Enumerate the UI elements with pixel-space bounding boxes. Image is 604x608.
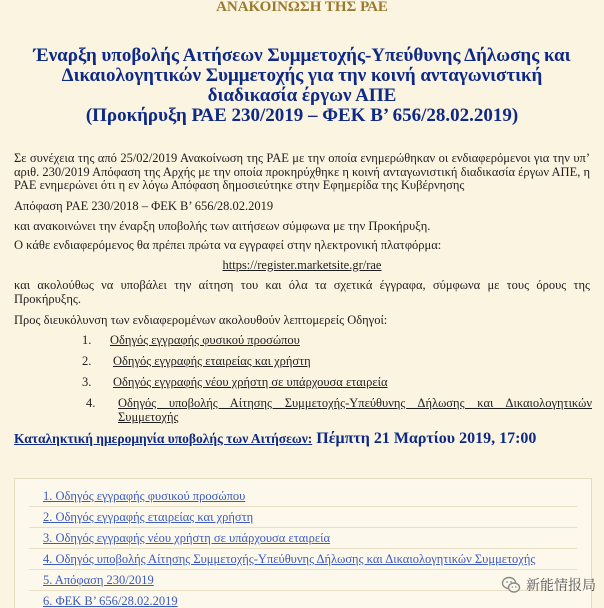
divider — [29, 527, 577, 528]
platform-url-row — [14, 259, 590, 273]
guide-link[interactable]: Οδηγός υποβολής Αίτησης Συμμετοχής-Υπεύθυνης Δήλωσης και Δικαιολογητικών Συμμετοχής — [118, 396, 592, 424]
decision-reference: Απόφαση ΡΑΕ 230/2018 – ΦΕΚ Β’ 656/28.02.2019 — [14, 199, 274, 213]
watermark-text: 新能情报局 — [526, 578, 596, 594]
guide-number: 2. — [82, 354, 92, 368]
divider — [29, 569, 577, 570]
announcement-title: Έναρξη υποβολής Αιτήσεων Συμμετοχής-Υπεύθυνης Δήλωσης και Δικαιολογητικών Συμμετοχής για την κοινή ανταγωνιστική διαδικασία έργων ΑΠΕ — [33, 45, 571, 106]
deadline-label: Καταληκτική ημερομηνία υποβολής των Αιτήσεων: — [14, 431, 313, 446]
divider — [29, 548, 577, 549]
divider — [29, 590, 577, 591]
guide-link[interactable]: Οδηγός εγγραφής φυσικού προσώπου — [110, 333, 300, 347]
guide-item — [82, 376, 582, 390]
guide-item — [86, 397, 592, 424]
attachment-link[interactable]: 3. Οδηγός εγγραφής νέου χρήστη σε υπάρχουσα εταιρεία — [43, 531, 331, 545]
attachment-link[interactable]: 1. Οδηγός εγγραφής φυσικού προσώπου — [43, 489, 246, 503]
announcement-subtitle: (Προκήρυξη ΡΑΕ 230/2019 – ΦΕΚ Β’ 656/28.02.2019) — [85, 105, 519, 126]
deadline-value: Πέμπτη 21 Μαρτίου 2019, 17:00 — [312, 430, 537, 447]
attachment-link[interactable]: 2. Οδηγός εγγραφής εταιρείας και χρήστη — [43, 510, 254, 524]
submission-paragraph: και ακολούθως να υποβάλει την αίτηση του και όλα τα σχετικά έγγραφα, σύμφωνα με τους όρους της Προκήρυξης. — [14, 278, 590, 306]
guide-number: 1. — [82, 333, 92, 347]
guide-item — [82, 334, 582, 348]
registration-instructions: Ο κάθε ενδιαφερόμενος θα πρέπει πρώτα να εγγραφεί στην ηλεκτρονική πλατφόρμα: — [14, 238, 442, 252]
attachment-link[interactable]: 4. Οδηγός υποβολής Αίτησης Συμμετοχής-Υπεύθυνης Δήλωσης και Δικαιολογητικών Συμμετοχής — [43, 552, 536, 566]
announcement-paragraph: και ανακοινώνει την έναρξη υποβολής των αιτήσεων σύμφωνα με την Προκήρυξη. — [14, 219, 431, 233]
divider — [29, 506, 577, 507]
wechat-icon — [501, 575, 521, 595]
page-header: ΑΝΑΚΟΙΝΩΣΗ ΤΗΣ ΡΑΕ — [216, 0, 388, 14]
guide-number: 3. — [82, 375, 92, 389]
guides-intro: Προς διευκόλυνση των ενδιαφερομένων ακολουθούν λεπτομερείς Οδηγοί: — [14, 313, 388, 327]
watermark — [501, 575, 596, 595]
intro-paragraph: Σε συνέχεια της από 25/02/2019 Ανακοίνωση της ΡΑΕ με την οποία ενημερώθηκαν οι ενδιαφερόμενοι για την υπ’ αριθ. 230/2019 Απόφαση της Αρχής με την οποία προκηρύχθηκε η κοινή ανταγωνιστική διαδικασία έργων ΑΠΕ, η ΡΑΕ ενημερώνει ότι η εν λόγω Απόφαση δημοσιεύτηκε στην Εφημερίδα της Κυβέρνησης — [14, 151, 590, 192]
guide-link[interactable]: Οδηγός εγγραφής νέου χρήστη σε υπάρχουσα εταιρεία — [113, 375, 388, 389]
guide-item — [82, 355, 582, 369]
submission-deadline — [14, 430, 594, 448]
platform-url-link[interactable]: https://register.marketsite.gr/rae — [222, 258, 382, 272]
guide-number: 4. — [86, 396, 96, 410]
guide-link[interactable]: Οδηγός εγγραφής εταιρείας και χρήστη — [113, 354, 311, 368]
attachment-link[interactable]: 6. ΦΕΚ Β’ 656/28.02.2019 — [43, 594, 178, 608]
attachment-link[interactable]: 5. Απόφαση 230/2019 — [43, 573, 154, 587]
